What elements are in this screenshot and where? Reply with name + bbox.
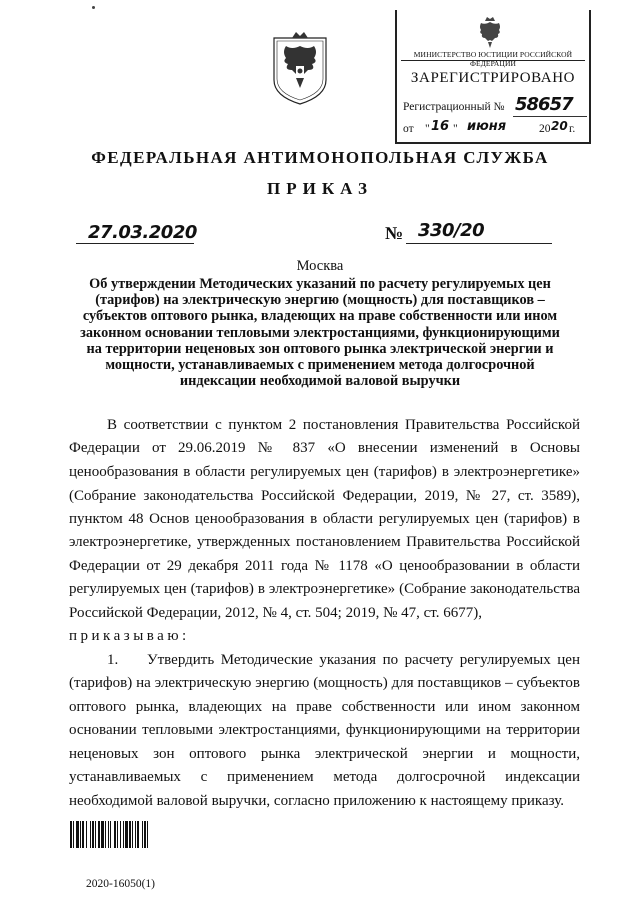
title-line: на территории неценовых зон оптового рынка электрической энергии и [86,340,554,357]
stamp-date [403,119,587,141]
title-line: субъектов оптового рынка, владеющих на праве собственности или ином [82,308,558,325]
body-line: (Собрание законодательства Российской Федерации, 2019, № 27, ст. 3589), [69,488,580,504]
stamp-reg-label: Регистрационный № [403,101,505,113]
body-line: Российской Федерации, 2012, № 4, ст. 504; 2019, № 47, ст. 6677), [69,605,482,621]
registration-stamp [395,10,591,144]
date-underline [76,243,194,244]
title-line: мощности, устанавливаемых с применением метода долгосрочной [105,357,535,374]
barcode-icon [70,821,187,848]
document-number-label: № [385,223,404,243]
document-date: 27.03.2020 [88,222,197,243]
stamp-quote-close: " [453,123,458,135]
stamp-date-year-suffix: 20 [551,119,568,133]
body-line: (тарифов) на электрическую энергию (мощность) для поставщиков – субъектов [69,675,580,691]
stamp-date-year-prefix: 20 [539,123,551,135]
stamp-reg-number: 58657 [515,94,573,115]
title-line: Об утверждении Методических указаний по расчету регулируемых цен [89,276,551,292]
body-line: В соответствии с пунктом 2 постановления Правительства Российской [107,417,580,433]
body-line: оптового рынка, владеющих на праве собственности или ином законном [69,699,580,715]
body-line: Утвердить Методические указания по расчету регулируемых цен [147,652,580,668]
body-line: электроэнергетике, утвержденных постановлением Правительства Российской [69,534,580,550]
title-line: индексации необходимой валовой выручки [179,373,461,390]
body-line: пунктом 48 Основ ценообразования в области регулируемых цен (тарифов) в [69,511,580,527]
city: Москва [296,258,344,274]
document-number: 330/20 [418,220,485,241]
body-line: основании тепловыми электростанциями, функционирующими на территории [69,722,580,738]
body-line: ценообразования в области регулируемых цен (тарифов) в электроэнергетике» [69,464,580,480]
document-title [75,276,565,389]
stamp-date-year-label: г. [569,123,576,135]
title-line: законном основании тепловыми электростанциями, функционирующими [80,324,560,341]
body-line: регулируемых цен (тарифов) в электроэнергетике» (Собрание законодательства [69,581,580,597]
coat-of-arms-icon [473,16,507,50]
stamp-quote-open: " [425,123,430,135]
agency-name: ФЕДЕРАЛЬНАЯ АНТИМОНОПОЛЬНАЯ СЛУЖБА [91,148,549,167]
document-id: 2020-16050(1) [86,878,155,890]
item-number: 1. [107,652,119,668]
stamp-ministry: МИНИСТЕРСТВО ЮСТИЦИИ РОССИЙСКОЙ ФЕДЕРАЦИИ [413,50,573,68]
scan-speck [92,6,95,9]
order-word: приказываю: [69,628,190,644]
document-type: ПРИКАЗ [267,179,373,198]
body-line: Федерации от 29.06.2019 № 837 «О внесении изменений в Основы [69,440,580,456]
body-line: необходимой валовой выручки, согласно приложению к настоящему приказу. [69,793,564,809]
stamp-reg-underline [513,116,587,117]
stamp-date-prefix: от [403,123,414,135]
stamp-registered: ЗАРЕГИСТРИРОВАНО [410,70,576,86]
stamp-date-month: июня [467,119,507,134]
title-line: (тарифов) на электрическую энергию (мощность) для поставщиков – [95,292,545,309]
stamp-rule [401,60,585,61]
body-line: устанавливаемых с применением метода долгосрочной индексации [69,769,580,785]
body-line: неценовых зон оптового рынка электрической энергии и мощности, [69,746,580,762]
number-underline [406,243,552,244]
coat-of-arms-icon [270,28,330,106]
stamp-date-day: 16 [431,119,450,134]
body-line: Федерации от 29 декабря 2011 года № 1178 «О ценообразовании в области [69,558,580,574]
